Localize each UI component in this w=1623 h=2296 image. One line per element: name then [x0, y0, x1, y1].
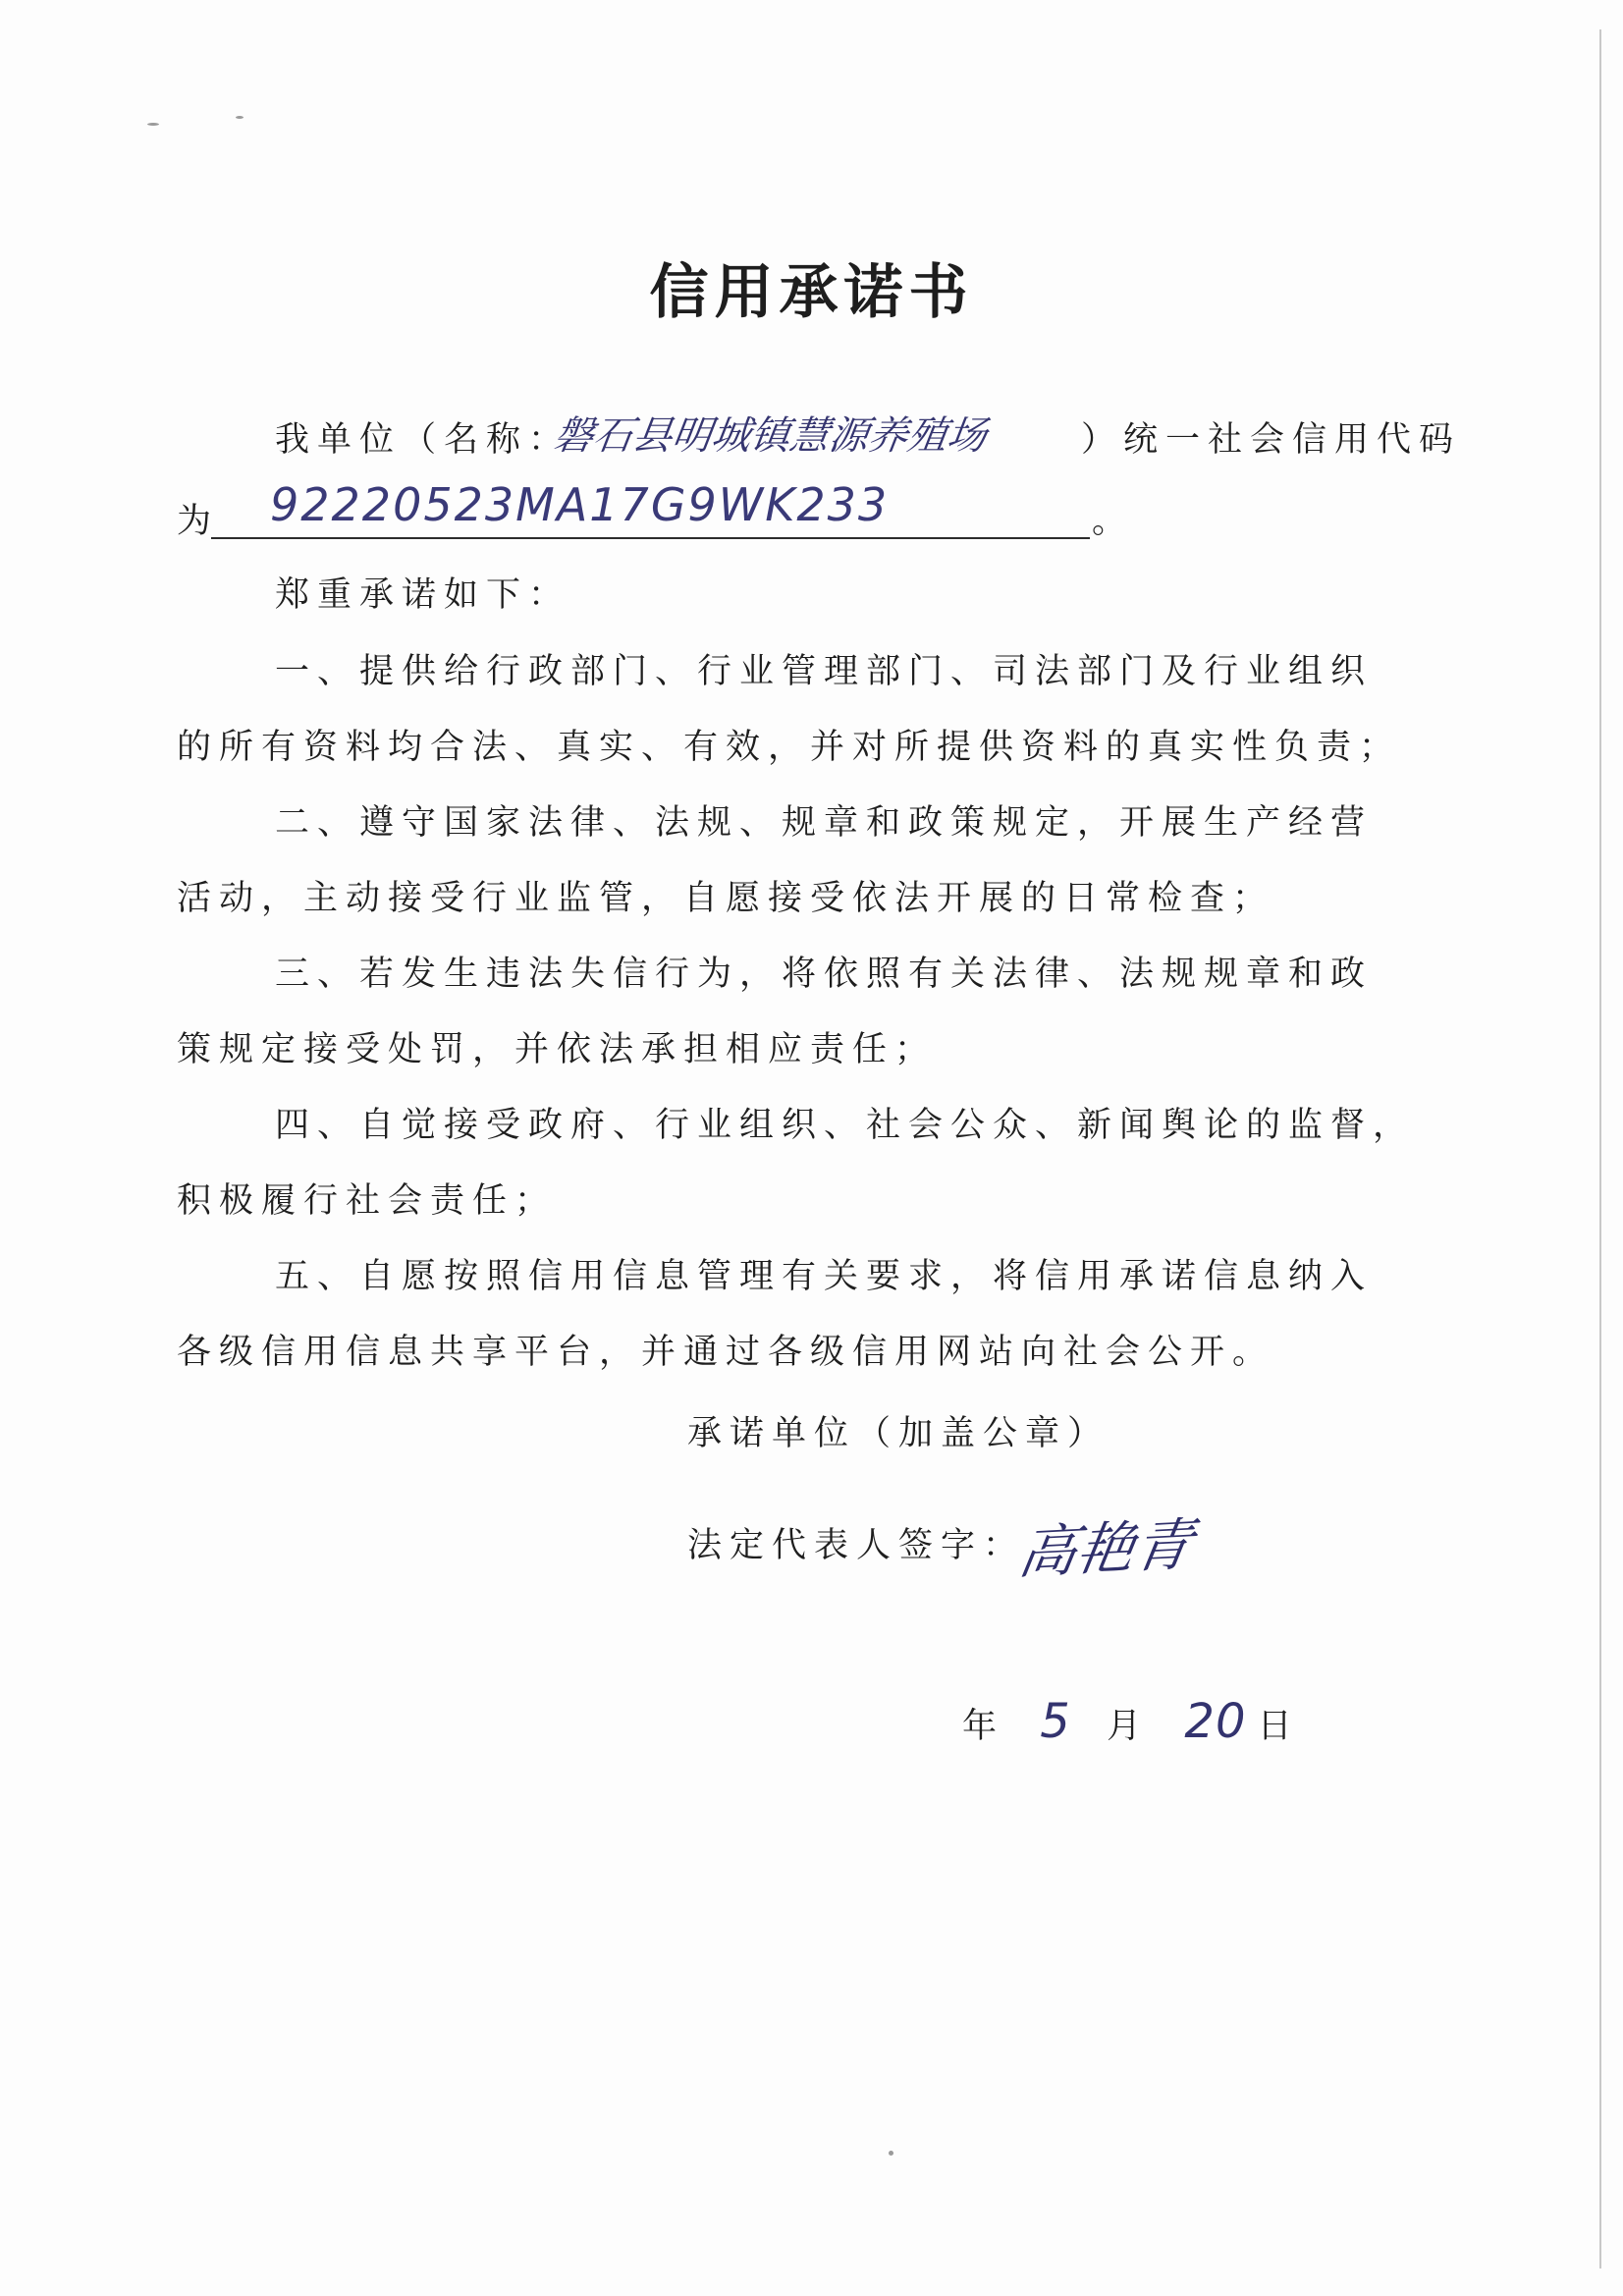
- item-line: 二、遵守国家法律、法规、规章和政策规定，开展生产经营: [275, 803, 1374, 843]
- scan-edge: [1599, 29, 1601, 2269]
- item-line: 五、自愿按照信用信息管理有关要求，将信用承诺信息纳入: [275, 1257, 1374, 1296]
- month-handwritten: 5: [1040, 1694, 1071, 1749]
- item-line: 各级信用信息共享平台，并通过各级信用网站向社会公开。: [177, 1333, 1275, 1372]
- date-row: [962, 1694, 1292, 1749]
- item-line: 积极履行社会责任；: [177, 1181, 558, 1221]
- unit-name-handwritten: 磐石县明城镇慧源养殖场: [551, 413, 990, 459]
- scan-speck: [147, 123, 159, 126]
- item-line: 四、自觉接受政府、行业组织、社会公众、新闻舆论的监督，: [275, 1106, 1416, 1145]
- year-label: 年: [962, 1707, 998, 1746]
- code-suffix: 。: [1092, 502, 1135, 541]
- rep-sign-label: 法定代表人签字：: [687, 1526, 1026, 1565]
- declare-line: 郑重承诺如下：: [275, 575, 571, 615]
- item-line: 策规定接受处罚，并依法承担相应责任；: [177, 1030, 938, 1069]
- code-underline: [211, 478, 1090, 539]
- intro-prefix: 我单位（名称：: [275, 420, 571, 460]
- day-label: 日: [1257, 1707, 1292, 1746]
- month-label: 月: [1107, 1707, 1142, 1746]
- unit-seal-label: 承诺单位（加盖公章）: [687, 1414, 1110, 1453]
- scan-speck: [236, 116, 243, 119]
- document-title: 信用承诺书: [649, 258, 974, 327]
- item-line: 三、若发生违法失信行为，将依照有关法律、法规规章和政: [275, 955, 1374, 994]
- intro-suffix: ）统一社会信用代码: [1081, 420, 1462, 460]
- item-line: 的所有资料均合法、真实、有效，并对所提供资料的真实性负责；: [177, 728, 1402, 767]
- item-line: 一、提供给行政部门、行业管理部门、司法部门及行业组织: [275, 652, 1374, 691]
- code-prefix: 为: [177, 502, 220, 541]
- item-line: 活动，主动接受行业监管，自愿接受依法开展的日常检查；: [177, 879, 1275, 918]
- signature-handwritten: 高艳青: [1013, 1510, 1198, 1587]
- credit-code-handwritten: 92220523MA17G9WK233: [270, 478, 890, 531]
- scan-speck: [889, 2151, 893, 2156]
- day-handwritten: 20: [1184, 1694, 1247, 1749]
